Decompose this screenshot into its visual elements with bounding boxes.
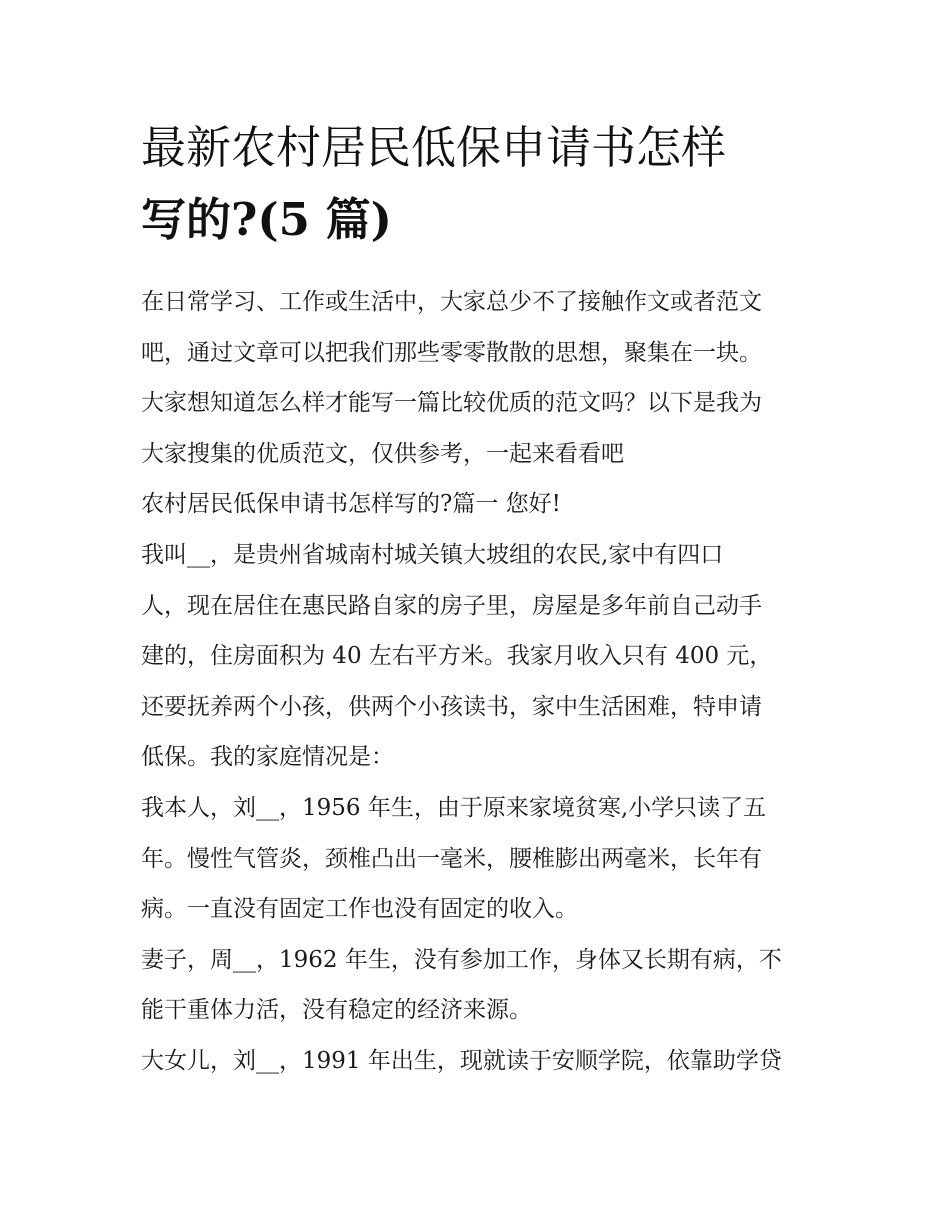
title-line-1: 最新农村居民低保申请书怎样 bbox=[141, 121, 727, 174]
body-line: 建的，住房面积为 40 左右平方米。我家月收入只有 400 元， bbox=[141, 643, 773, 670]
body-line: 大女儿，刘__，1991 年出生，现就读于安顺学院，依靠助学贷 bbox=[141, 1047, 782, 1074]
body-line: 吧，通过文章可以把我们那些零零散散的思想，聚集在一块。 bbox=[141, 339, 762, 366]
body-line: 我叫__，是贵州省城南村城关镇大坡组的农民,家中有四口 bbox=[141, 541, 724, 568]
body-line: 在日常学习、工作或生活中，大家总少不了接触作文或者范文 bbox=[141, 289, 762, 315]
body-line: 我本人，刘__，1956 年生，由于原来家境贫寒,小学只读了五 bbox=[141, 794, 767, 821]
body-line: 妻子，周__，1962 年生，没有参加工作，身体又长期有病，不 bbox=[141, 946, 782, 973]
body-line: 人，现在居住在惠民路自家的房子里，房屋是多年前自己动手 bbox=[141, 592, 762, 619]
document-body bbox=[141, 277, 821, 1087]
body-line: 低保。我的家庭情况是： bbox=[141, 744, 394, 771]
section-heading-line: 农村居民低保申请书怎样写的?篇一 您好! bbox=[141, 491, 561, 518]
body-line: 还要抚养两个小孩，供两个小孩读书，家中生活困难，特申请 bbox=[141, 693, 762, 720]
document-title bbox=[141, 112, 821, 256]
body-line: 大家想知道怎么样才能写一篇比较优质的范文吗？以下是我为 bbox=[141, 390, 762, 417]
body-line: 病。一直没有固定工作也没有固定的收入。 bbox=[141, 896, 578, 923]
body-line: 能干重体力活，没有稳定的经济来源。 bbox=[141, 997, 532, 1024]
body-line: 年。慢性气管炎，颈椎凸出一毫米，腰椎膨出两毫米，长年有 bbox=[141, 845, 762, 872]
body-line: 大家搜集的优质范文，仅供参考，一起来看看吧 bbox=[141, 440, 624, 467]
title-line-2: 写的?(5 篇) bbox=[141, 193, 392, 246]
